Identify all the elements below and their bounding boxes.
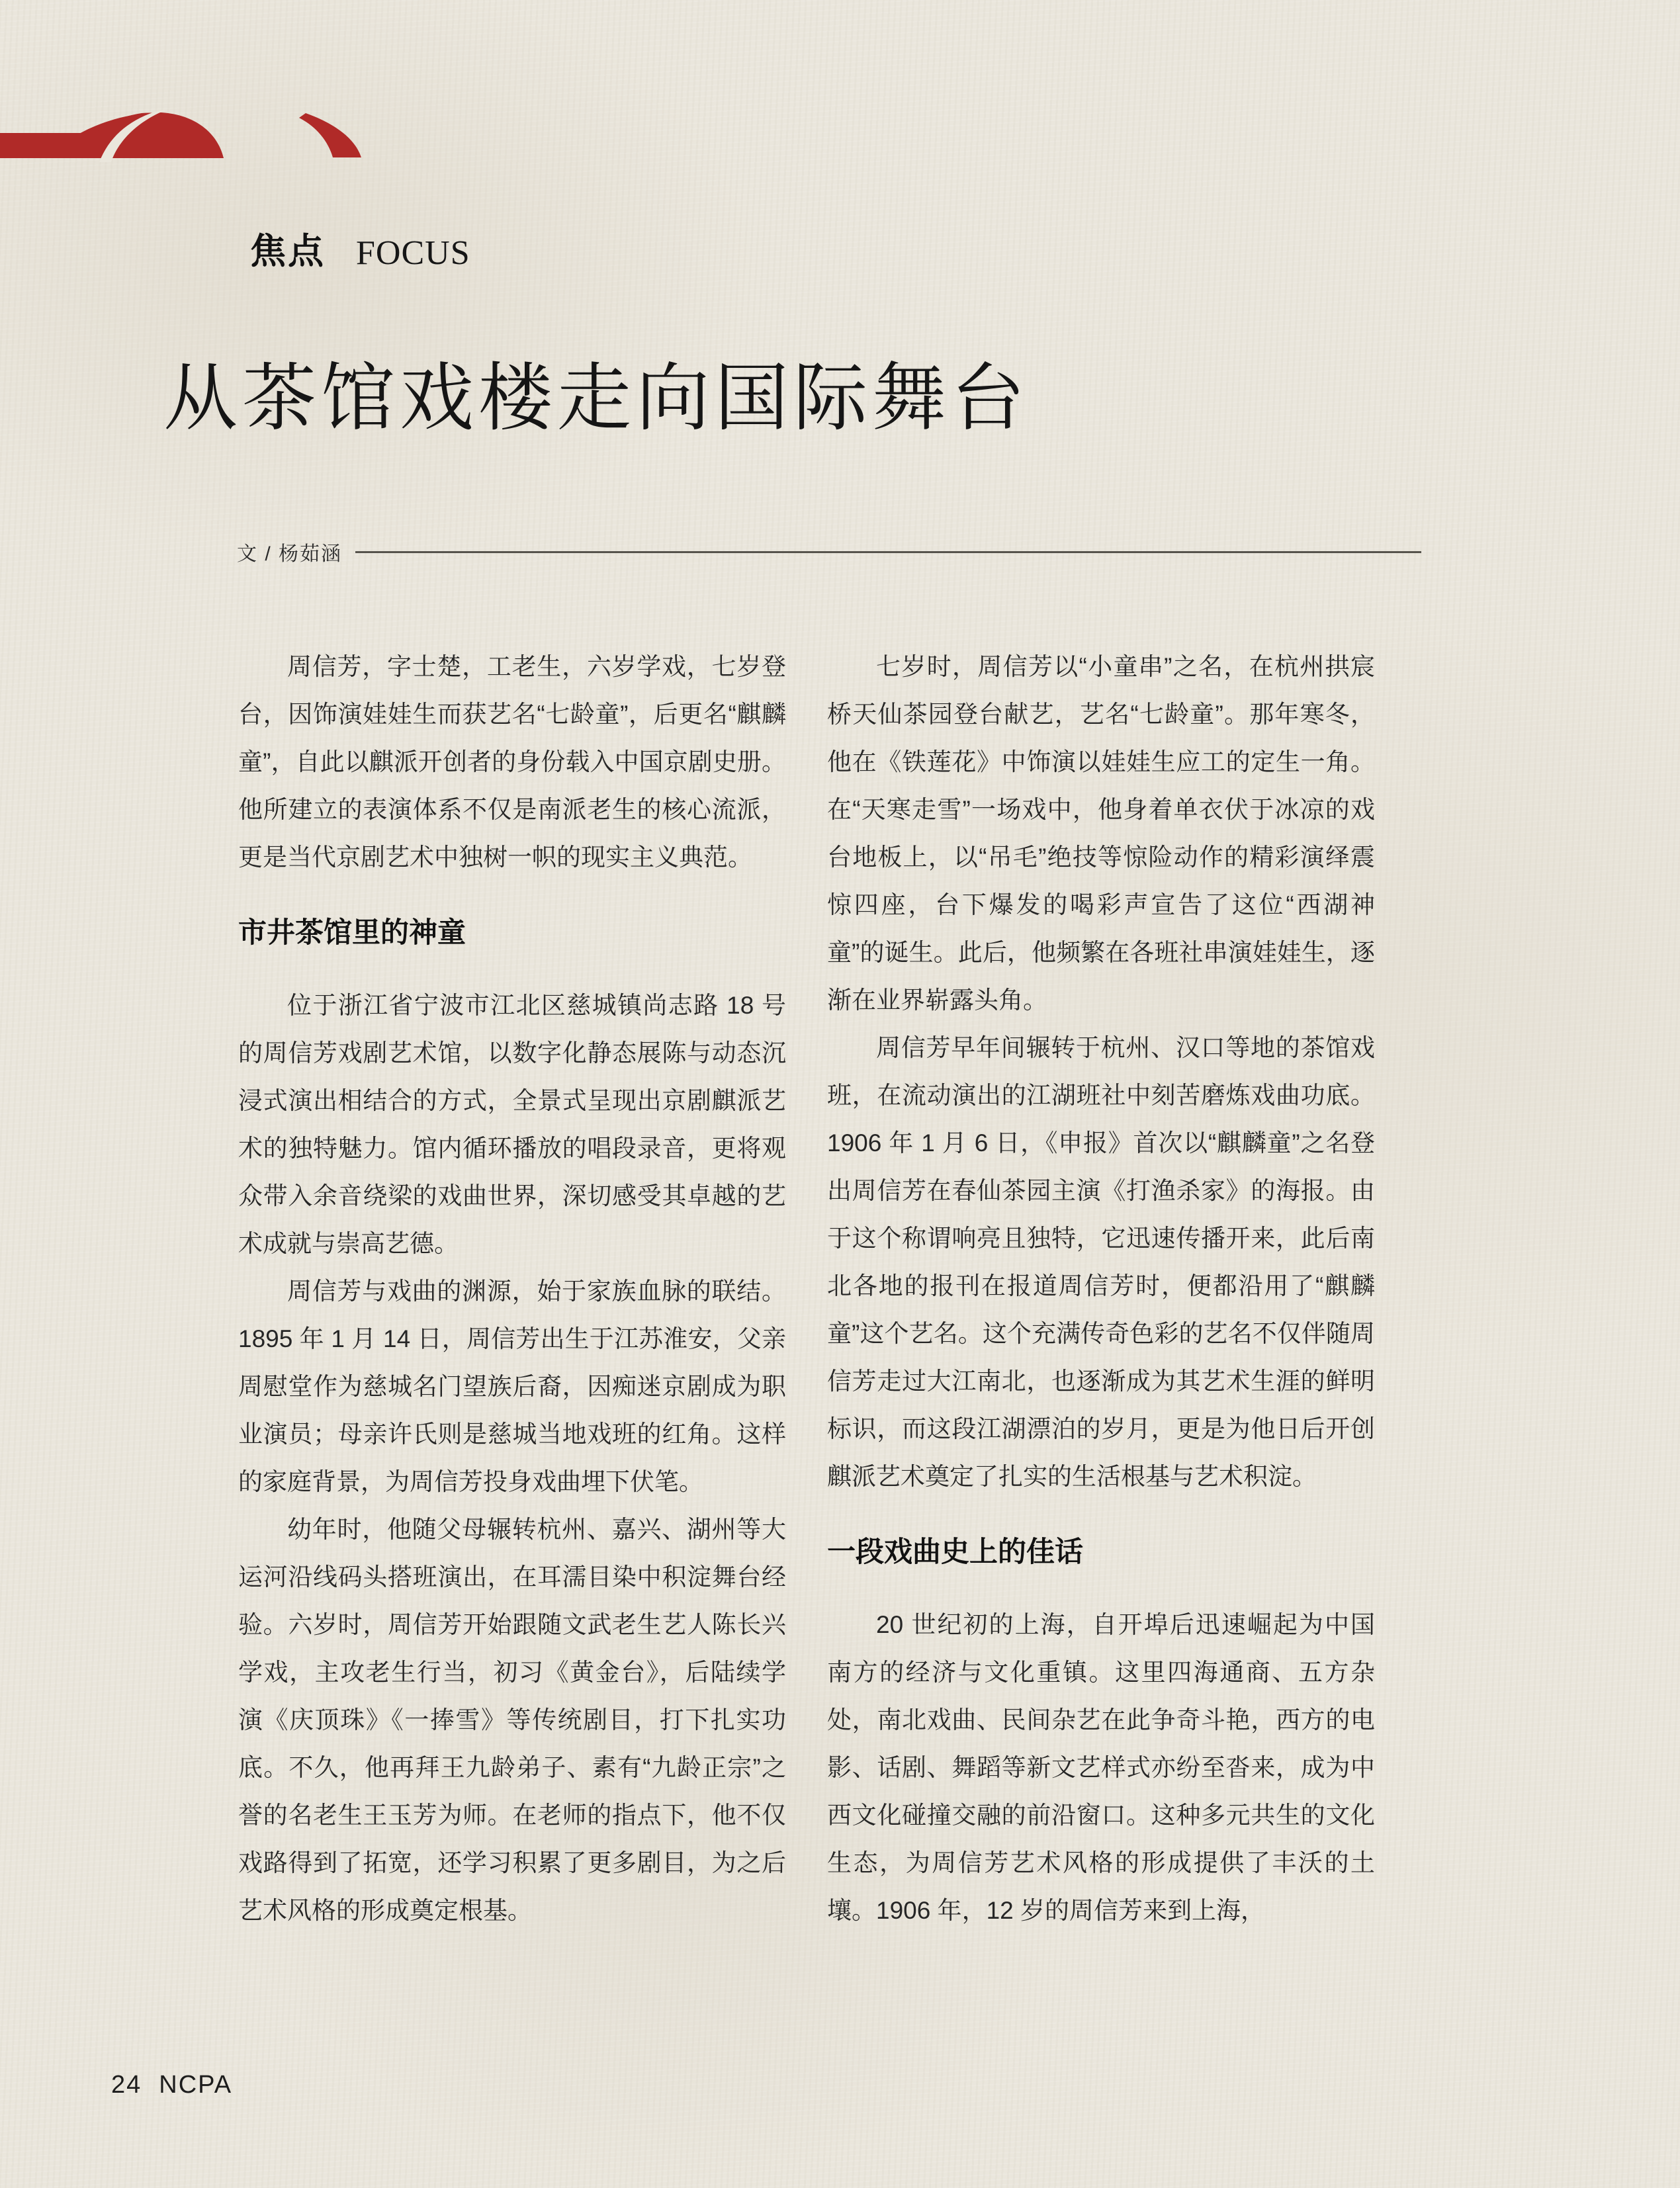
page-header	[0, 109, 503, 272]
column-right	[827, 643, 1375, 1935]
paragraph: 七岁时，周信芳以“小童串”之名，在杭州拱宸桥天仙茶园登台献艺，艺名“七龄童”。那年寒冬，他在《铁莲花》中饰演以娃娃生应工的定生一角。在“天寒走雪”一场戏中，他身着单衣伏于冰凉的戏台地板上，以“吊毛”绝技等惊险动作的精彩演绎震惊四座，台下爆发的喝彩声宣告了这位“西湖神童”的诞生。此后，他频繁在各班社串演娃娃生，逐渐在业界崭露头角。	[827, 653, 1375, 1014]
column-left	[238, 643, 786, 1935]
byline-rule	[355, 551, 1421, 553]
paragraph: 周信芳，字士楚，工老生，六岁学戏，七岁登台，因饰演娃娃生而获艺名“七龄童”，后更名“麒麟童”，自此以麒派开创者的身份载入中国京剧史册。他所建立的表演体系不仅是南派老生的核心流派，更是当代京剧艺术中独树一帜的现实主义典范。	[238, 653, 786, 871]
article-body	[238, 643, 1375, 1935]
article-title: 从茶馆戏楼走向国际舞台	[163, 358, 1030, 440]
paragraph: 周信芳早年间辗转于杭州、汉口等地的茶馆戏班，在流动演出的江湖班社中刻苦磨炼戏曲功底。1906 年 1 月 6 日，《申报》首次以“麒麟童”之名登出周信芳在春仙茶园主演《打渔杀家》的海报。由于这个称谓响亮且独特，它迅速传播开来，此后南北各地的报刊在报道周信芳时，便都沿用了“麒麟童”这个艺名。这个充满传奇色彩的艺名不仅伴随周信芳走过大江南北，也逐渐成为其艺术生涯的鲜明标识，而这段江湖漂泊的岁月，更是为他日后开创麒派艺术奠定了扎实的生活根基与艺术积淀。	[827, 1034, 1375, 1490]
paragraph: 位于浙江省宁波市江北区慈城镇尚志路 18 号的周信芳戏剧艺术馆，以数字化静态展陈与动态沉浸式演出相结合的方式，全景式呈现出京剧麒派艺术的独特魅力。馆内循环播放的唱段录音，更将观众带入余音绕梁的戏曲世界，深切感受其卓越的艺术成就与崇高艺德。	[238, 991, 786, 1257]
section-label-zh: 焦点	[250, 232, 326, 271]
byline: 文 / 杨茹涵	[237, 543, 343, 565]
section-heading: 一段戏曲史上的佳话	[827, 1536, 1083, 1568]
page-footer	[111, 2071, 232, 2099]
focus-swoosh-logo-icon	[0, 109, 503, 195]
byline-row	[237, 537, 1421, 566]
paragraph: 幼年时，他随父母辗转杭州、嘉兴、湖州等大运河沿线码头搭班演出，在耳濡目染中积淀舞台经验。六岁时，周信芳开始跟随文武老生艺人陈长兴学戏，主攻老生行当，初习《黄金台》，后陆续学演《庆顶珠》《一捧雪》等传统剧目，打下扎实功底。不久，他再拜王九龄弟子、素有“九龄正宗”之誉的名老生王玉芳为师。在老师的指点下，他不仅戏路得到了拓宽，还学习积累了更多剧目，为之后艺术风格的形成奠定根基。	[238, 1515, 786, 1924]
paragraph: 周信芳与戏曲的渊源，始于家族血脉的联结。1895 年 1 月 14 日，周信芳出生于江苏淮安，父亲周慰堂作为慈城名门望族后裔，因痴迷京剧成为职业演员；母亲许氏则是慈城当地戏班的红角。这样的家庭背景，为周信芳投身戏曲埋下伏笔。	[238, 1277, 786, 1495]
paragraph: 20 世纪初的上海，自开埠后迅速崛起为中国南方的经济与文化重镇。这里四海通商、五方杂处，南北戏曲、民间杂艺在此争奇斗艳，西方的电影、话剧、舞蹈等新文艺样式亦纷至沓来，成为中西文化碰撞交融的前沿窗口。这种多元共生的文化生态，为周信芳艺术风格的形成提供了丰沃的土壤。1906 年，12 岁的周信芳来到上海，	[827, 1610, 1375, 1924]
section-label-en: FOCUS	[356, 234, 470, 272]
page-number: 24	[111, 2071, 142, 2099]
brand: NCPA	[159, 2071, 233, 2099]
section-heading: 市井茶馆里的神童	[238, 917, 466, 949]
